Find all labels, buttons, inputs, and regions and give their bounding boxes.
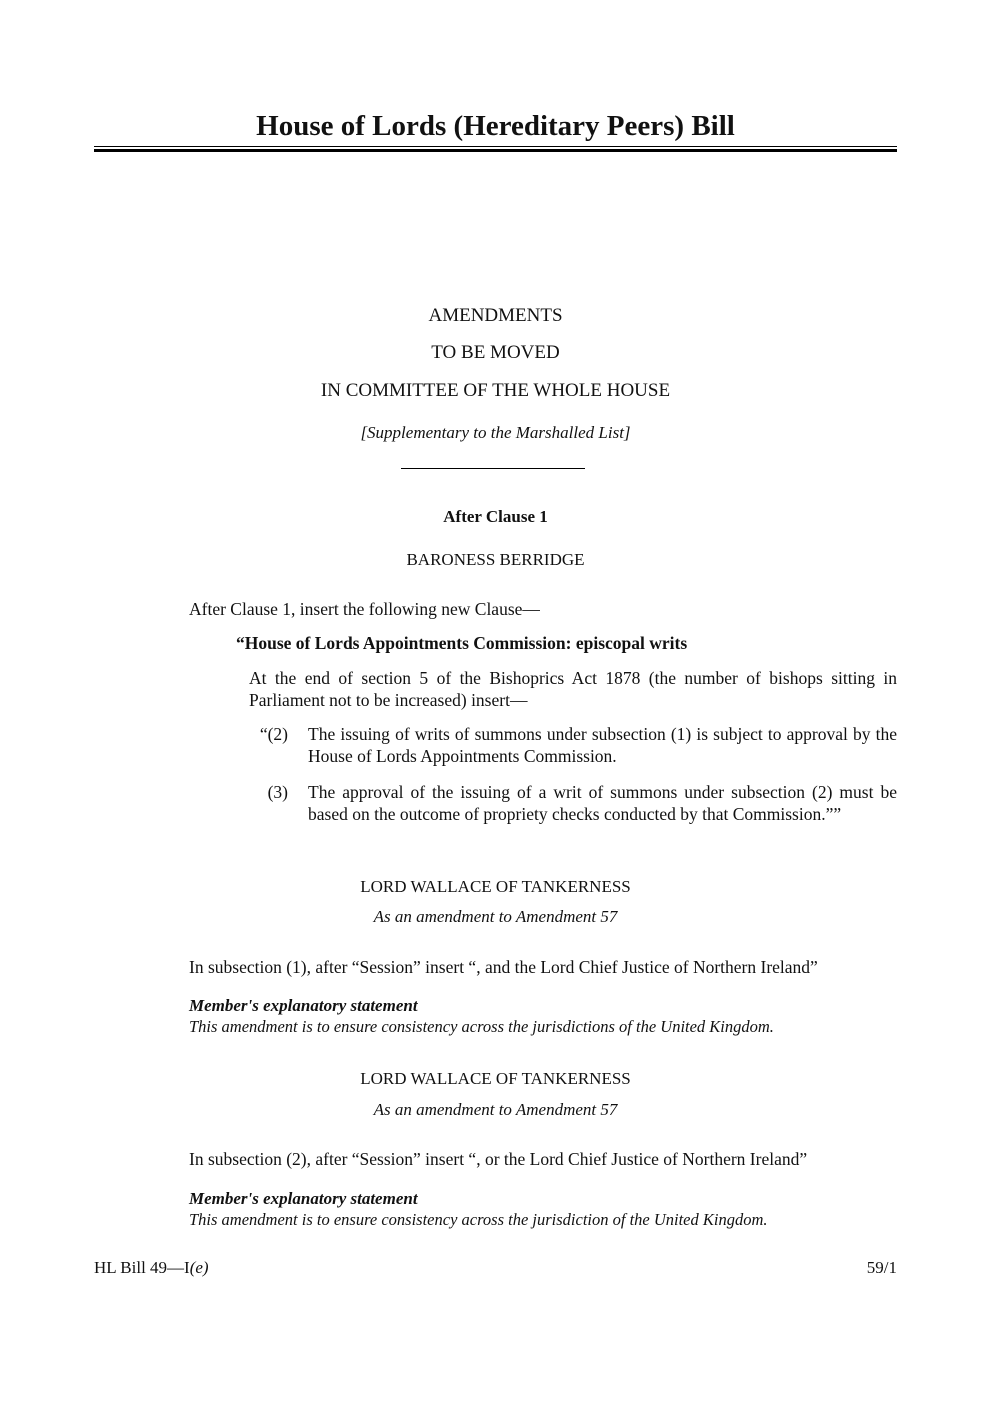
amendment-instruction: After Clause 1, insert the following new Clause— — [189, 599, 540, 619]
subsection-number: (3) — [267, 782, 288, 802]
bill-reference-prefix: HL Bill 49—I — [94, 1258, 190, 1277]
page-reference: 59/1 — [866, 1258, 897, 1277]
amendment-member: LORD WALLACE OF TANKERNESS — [360, 1069, 631, 1088]
bill-reference — [94, 1257, 209, 1279]
amendment-instruction: In subsection (1), after “Session” insert “, and the Lord Chief Justice of Northern Ireland” — [189, 957, 818, 977]
amendment-member: BARONESS BERRIDGE — [406, 550, 585, 569]
heading-subtitle: [Supplementary to the Marshalled List] — [360, 423, 631, 442]
explanatory-text: This amendment is to ensure consistency across the jurisdiction of the United Kingdom. — [189, 1210, 768, 1229]
amendment-note: As an amendment to Amendment 57 — [373, 1100, 618, 1119]
bill-reference-suffix: (e) — [189, 1258, 209, 1277]
amendment-note: As an amendment to Amendment 57 — [373, 907, 618, 926]
section-heading: After Clause 1 — [443, 507, 548, 526]
subsection-text: The approval of the issuing of a writ of summons under subsection (2) must be based on the outcome of propriety checks conducted by that Commission.”” — [308, 782, 897, 824]
subsection-number: “(2) — [259, 724, 288, 744]
new-clause-title: “House of Lords Appointments Commission: episcopal writs — [236, 633, 688, 653]
heading-divider — [401, 468, 585, 469]
amendment-instruction: In subsection (2), after “Session” insert “, or the Lord Chief Justice of Northern Ireland” — [189, 1149, 808, 1169]
new-clause-body: At the end of section 5 of the Bishoprics Act 1878 (the number of bishops sitting in Parliament not to be increased) insert— — [249, 668, 897, 710]
explanatory-heading: Member's explanatory statement — [189, 1189, 418, 1208]
title-rule-thin — [94, 146, 897, 147]
amendment-member: LORD WALLACE OF TANKERNESS — [360, 877, 631, 896]
subsection-text: The issuing of writs of summons under subsection (1) is subject to approval by the House of Lords Appointments Commission. — [308, 724, 897, 766]
heading-to-be-moved: TO BE MOVED — [431, 342, 560, 363]
heading-amendments: AMENDMENTS — [428, 305, 563, 326]
title-rule-thick — [94, 149, 897, 152]
heading-committee: IN COMMITTEE OF THE WHOLE HOUSE — [320, 380, 671, 401]
bill-title: House of Lords (Hereditary Peers) Bill — [256, 110, 735, 142]
explanatory-heading: Member's explanatory statement — [189, 996, 418, 1015]
explanatory-text: This amendment is to ensure consistency across the jurisdictions of the United Kingdom. — [189, 1017, 774, 1036]
